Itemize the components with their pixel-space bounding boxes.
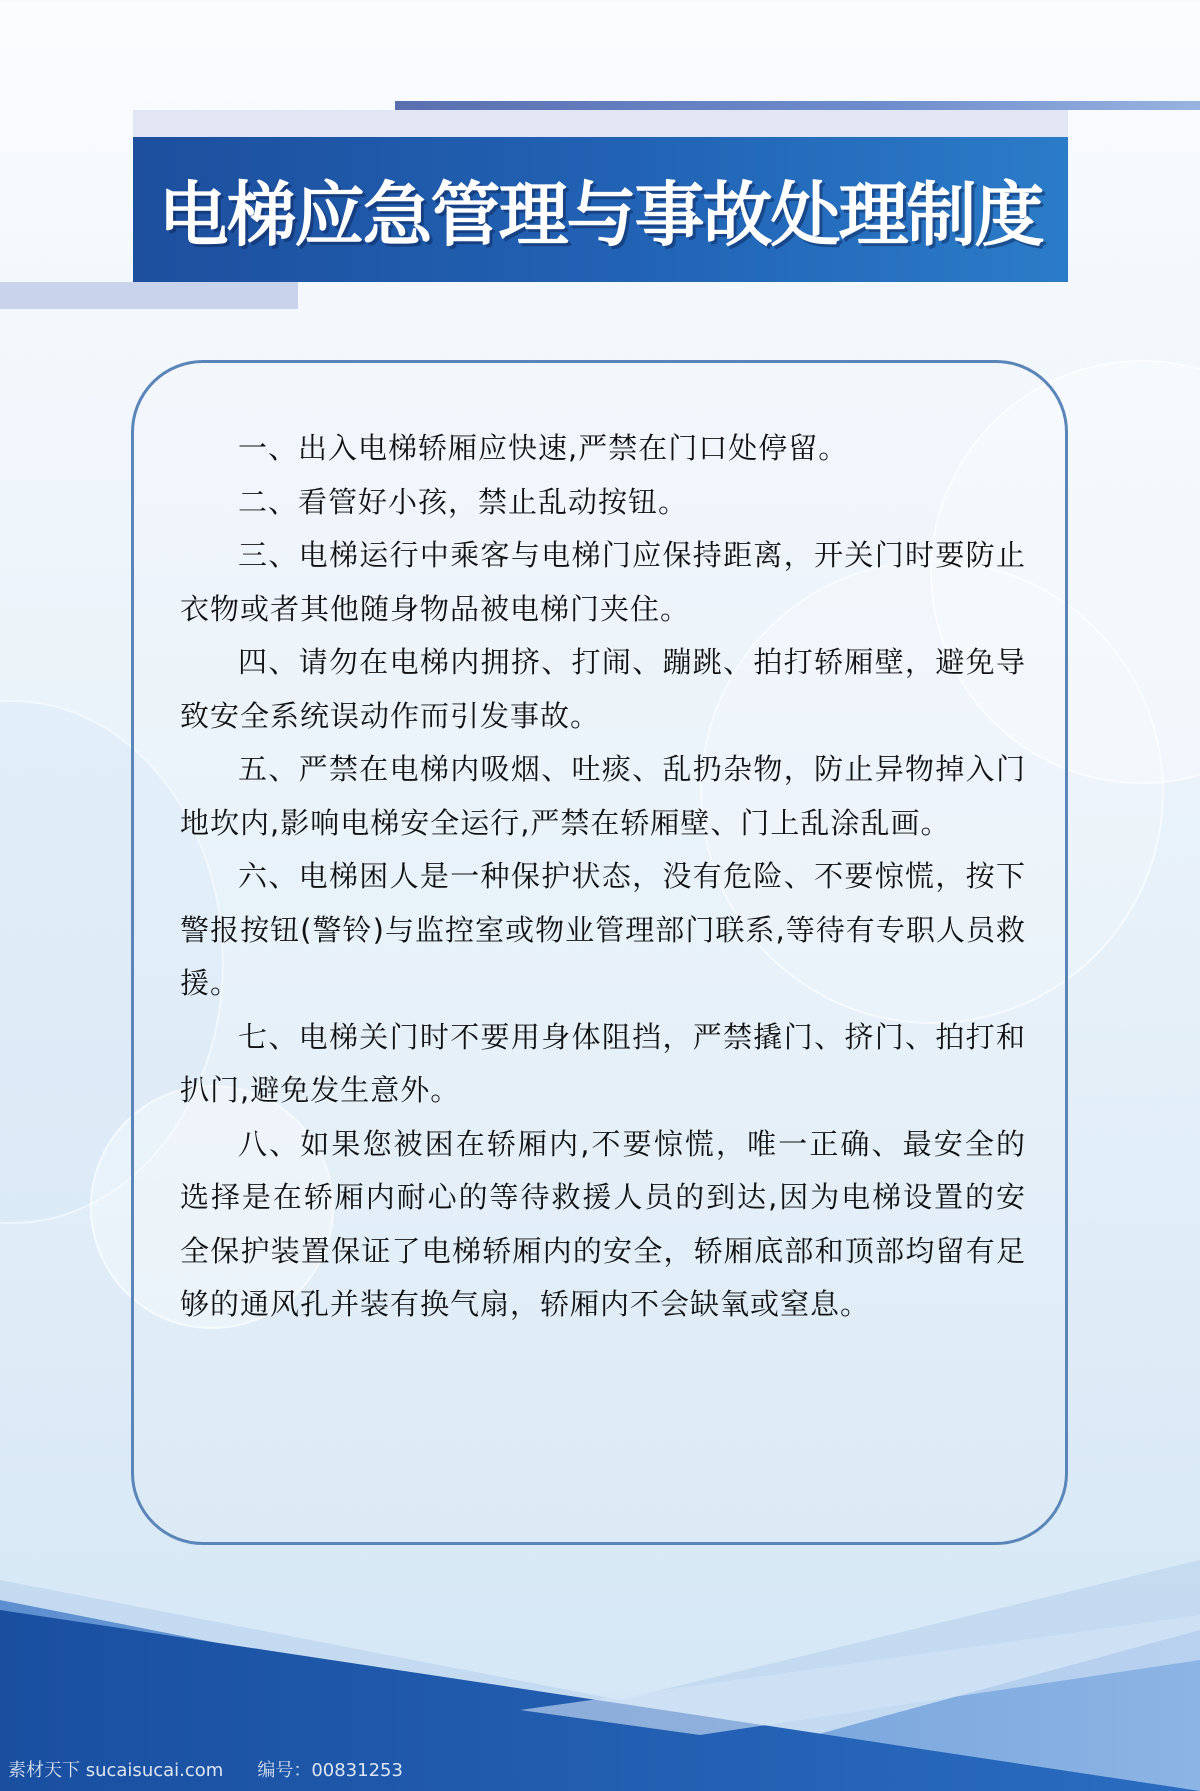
bottom-decoration (0, 1520, 1200, 1791)
header-side-bar (0, 282, 298, 309)
paragraph-2: 二、看管好小孩，禁止乱动按钮。 (238, 484, 689, 519)
header-accent-bar (395, 101, 1200, 110)
paragraph-7: 七、电梯关门时不要用身体阻挡，严禁撬门、挤门、拍打和扒门,避免发生意外。 (180, 1019, 1026, 1107)
page-title: 电梯应急管理与事故处理制度 (158, 174, 1043, 256)
watermark-site: 素材天下 sucaisucai.com (8, 1760, 224, 1781)
paragraph-3: 三、电梯运行中乘客与电梯门应保持距离，开关门时要防止衣物或者其他随身物品被电梯门夹住。 (180, 538, 1026, 626)
paragraph-8: 八、如果您被困在轿厢内,不要惊慌，唯一正确、最安全的选择是在轿厢内耐心的等待救援人员的到达,因为电梯设置的安全保护装置保证了电梯轿厢内的安全，轿厢底部和顶部均留有足够的通风孔并装有换气扇，轿厢内不会缺氧或窒息。 (180, 1126, 1026, 1321)
regulation-text (180, 422, 1026, 1332)
paragraph-5: 五、严禁在电梯内吸烟、吐痰、乱扔杂物，防止异物掉入门地坎内,影响电梯安全运行,严禁在轿厢壁、门上乱涂乱画。 (180, 752, 1026, 840)
title-banner (133, 137, 1068, 282)
paragraph-4: 四、请勿在电梯内拥挤、打闹、蹦跳、拍打轿厢壁，避免导致安全系统误动作而引发事故。 (180, 645, 1026, 733)
paragraph-1: 一、出入电梯轿厢应快速,严禁在门口处停留。 (238, 431, 849, 465)
watermark (8, 1756, 403, 1782)
watermark-code: 编号：00831253 (257, 1760, 403, 1781)
paragraph-6: 六、电梯困人是一种保护状态，没有危险、不要惊慌，按下警报按钮(警铃)与监控室或物业管理部门联系,等待有专职人员救援。 (180, 859, 1026, 1000)
header-light-bar (133, 110, 1068, 137)
